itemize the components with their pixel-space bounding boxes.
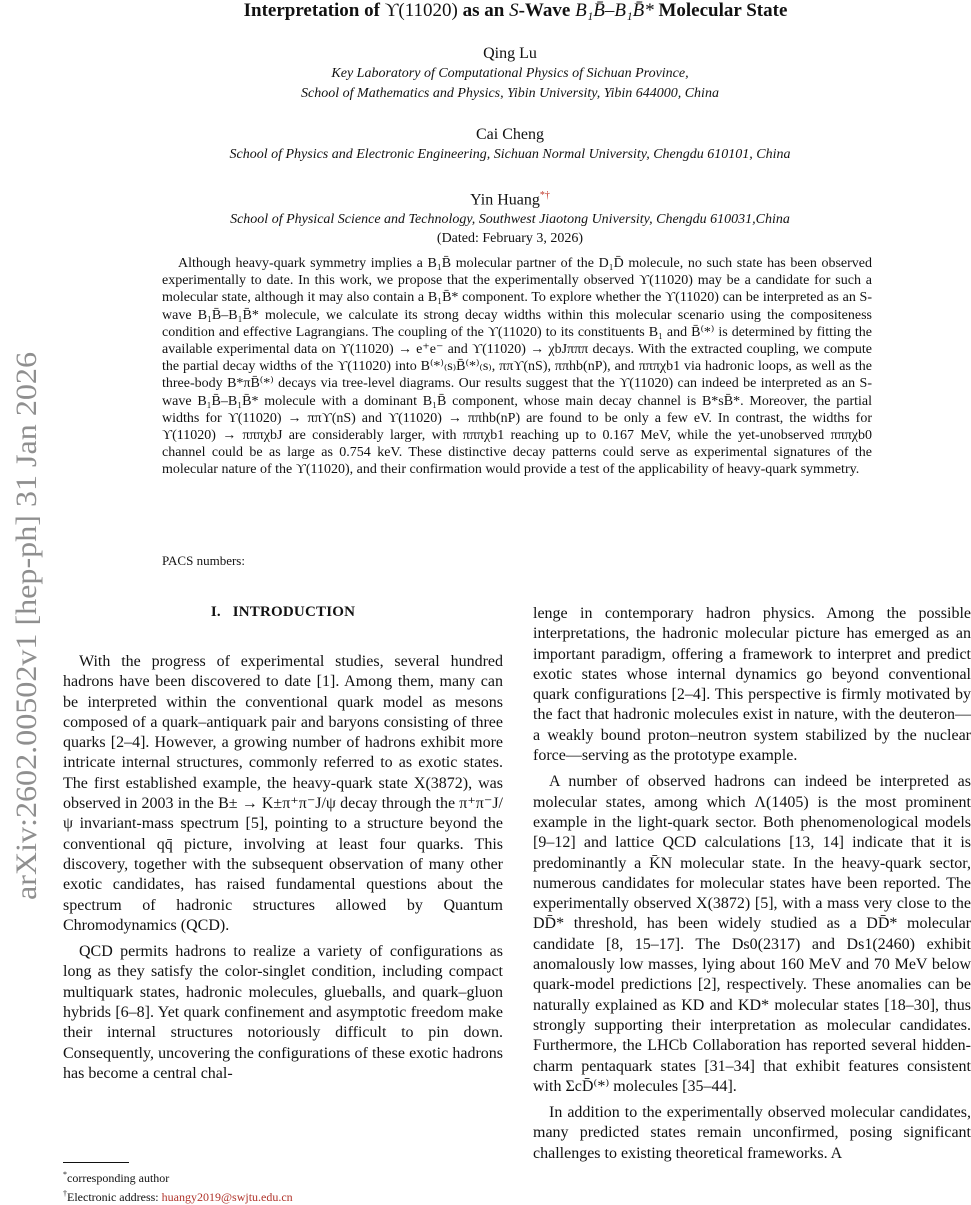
- author-affiliation: School of Physical Science and Technology, Southwest Jiaotong University, Chengdu 610031,China: [230, 212, 790, 228]
- author-affiliation: School of Mathematics and Physics, Yibin University, Yibin 644000, China: [301, 86, 719, 101]
- body-paragraph: A number of observed hadrons can indeed be interpreted as molecular states, among which Λ(1405) is the most prominent example in the light-quark sector. Both phenomenological models [9–12] and lattice QCD calculations [13, 14] indicate that it is predominantly a K̄N molecular state. In the heavy-quark sector, numerous candidates for molecular states have been reported. The experimentally observed X(3872) [5], with a mass very close to the DD̄* threshold, has been widely studied as a DD̄* molecular candidate [8, 15–17]. The Ds0(2317) and Ds1(2460) exhibit anomalously low masses, lying about 160 MeV and 70 MeV below quark-model predictions [2], respectively. These anomalies can be naturally explained as KD and KD* molecular states [18–30], thus strongly supporting their interpretation as molecular candidates. Furthermore, the LHCb Collaboration has reported several hidden-charm pentaquark states [31–34] that exhibit features consistent with ΣcD̄⁽*⁾ molecules [35–44].: [533, 773, 971, 1095]
- section-heading: I. INTRODUCTION: [210, 604, 356, 620]
- body-paragraph: With the progress of experimental studies, several hundred hadrons have been discovered to date [1]. Among them, many can be interpreted within the conventional quark model as mesons composed of a quark–antiquark pair and baryons consisting of three quarks [2–4]. However, a growing number of hadrons exhibit more intricate internal structures, commonly referred to as exotic states. The first established example, the heavy-quark state X(3872), was observed in 2003 in the B± → K±π⁺π⁻J/ψ decay through the π⁺π⁻J/ψ invariant-mass spectrum [5], pointing to a structure beyond the conventional qq̄ picture, involving at least four quarks. This discovery, together with the subsequent observation of many other exotic candidates, has raised fundamental questions about the spectrum of hadronic structures allowed by Quantum Chromodynamics (QCD).: [63, 653, 503, 934]
- dated-line: (Dated: February 3, 2026): [436, 231, 584, 247]
- author-3: [150, 186, 870, 248]
- left-column: [63, 652, 503, 1090]
- author-affiliation: School of Physics and Electronic Engineering, Sichuan Normal University, Chengdu 610101, China: [229, 147, 791, 162]
- author-1: [150, 44, 870, 104]
- footnotes: [63, 1167, 293, 1205]
- paper-title: Interpretation of ϒ(11020) as an S-Wave B₁B̄–B₁B̄* Molecular State: [243, 0, 788, 21]
- footnote-email: †Electronic address: huangy2019@swjtu.edu.cn: [63, 1189, 293, 1204]
- author-affiliation: Key Laboratory of Computational Physics of Sichuan Province,: [331, 66, 689, 81]
- footnote-rule: [63, 1162, 129, 1163]
- arxiv-stamp: [0, 345, 52, 905]
- arxiv-stamp-text: arXiv:2602.00502v1 [hep-ph] 31 Jan 2026: [10, 387, 43, 900]
- author-name: Yin Huang*†: [470, 190, 550, 209]
- body-paragraph: In addition to the experimentally observed molecular candidates, many predicted states remain unconfirmed, posing significant challenges to existing theoretical frameworks. A: [533, 1104, 971, 1162]
- right-column: [533, 604, 971, 1170]
- email-link[interactable]: huangy2019@swjtu.edu.cn: [161, 1190, 293, 1204]
- footnote-corresponding: *corresponding author: [63, 1170, 170, 1185]
- abstract: Although heavy-quark symmetry implies a B₁B̄ molecular partner of the D₁D̄ molecule, no such state has been observed experimentally to date. In this work, we propose that the experimentally observed ϒ(11020) may be a candidate for such a molecular state, although it may also contain a B₁B̄* component. To explore whether the ϒ(11020) can be interpreted as an S-wave B₁B̄–B₁B̄* molecule, we calculate its strong decay widths within this molecular scenario using the compositeness condition and effective Lagrangians. The coupling of the ϒ(11020) to its constituents B₁ and B̄⁽*⁾ is determined by fitting the available experimental data on ϒ(11020) → e⁺e⁻ and ϒ(11020) → χbJπππ decays. With the extracted coupling, we compute the partial decay widths of the ϒ(11020) into B⁽*⁾₍s₎B̄⁽*⁾₍s₎, ππϒ(nS), ππhb(nP), and πππχb1 via hadronic loops, as well as the three-body B*πB̄⁽*⁾ decays via tree-level diagrams. Our results suggest that the ϒ(11020) can indeed be interpreted as an S-wave B₁B̄–B₁B̄* molecule with a dominant B₁B̄ component, whose main decay channel is B*sB̄*. Moreover, the partial widths for ϒ(11020) → ππϒ(nS) and ϒ(11020) → ππhb(nP) are found to be only a few eV. In contrast, the widths for ϒ(11020) → πππχbJ are considerably larger, with πππχb1 reaching up to 0.167 MeV, while the yet-unobserved πππχb0 channel could be as large as 0.754 keV. These distinctive decay patterns could serve as experimental signatures of the molecular nature of the ϒ(11020), and their confirmation would provide a test of the applicability of heavy-quark symmetry.: [162, 256, 872, 478]
- author-name: Qing Lu: [483, 45, 537, 62]
- body-paragraph: lenge in contemporary hadron physics. Among the possible interpretations, the hadronic molecular picture has emerged as an important paradigm, offering a framework to interpret and predict exotic states whose internal dynamics go beyond conventional quark configurations [2–4]. This perspective is firmly motivated by the fact that hadronic molecules exist in nature, with the deuteron—a weakly bound proton–neutron system stabilized by the nuclear force—serving as the prototype example.: [533, 605, 971, 765]
- author-2: [150, 125, 870, 165]
- body-paragraph: QCD permits hadrons to realize a variety of configurations as long as they satisfy the color-singlet condition, including compact multiquark states, hadronic molecules, glueballs, and quark–gluon hybrids [6–8]. Yet quark confinement and asymptotic freedom make their internal structures notoriously difficult to pin down. Consequently, uncovering the configurations of these exotic hadrons has become a central chal-: [63, 943, 503, 1082]
- author-footnote-marks[interactable]: *†: [539, 190, 550, 201]
- pacs-numbers: PACS numbers:: [162, 553, 245, 568]
- author-name: Cai Cheng: [476, 126, 544, 143]
